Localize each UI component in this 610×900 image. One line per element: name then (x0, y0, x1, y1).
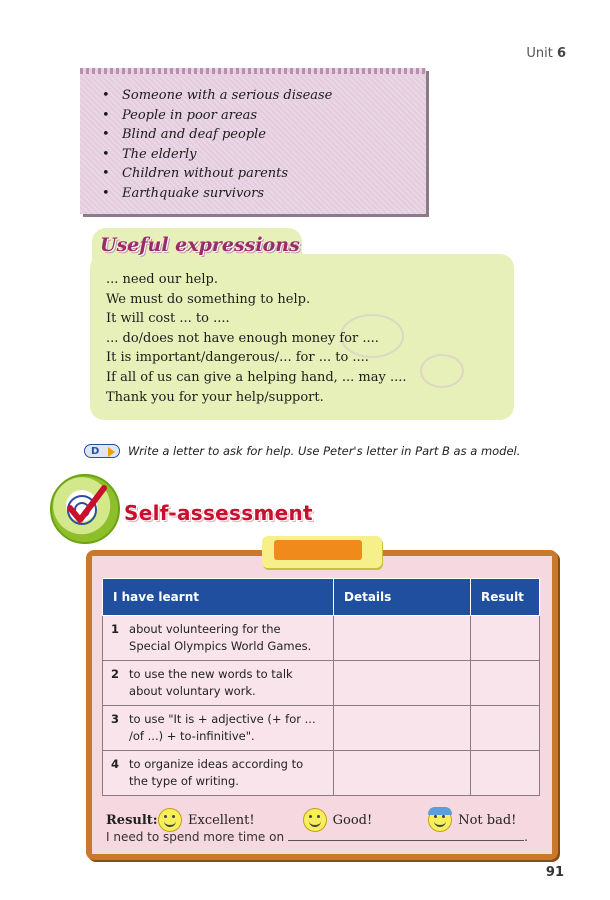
need-blank[interactable] (288, 830, 524, 841)
result-cell[interactable] (471, 661, 540, 706)
task-instruction: Write a letter to ask for help. Use Peter's letter in Part B as a model. (128, 444, 521, 458)
learnt-cell (103, 661, 334, 706)
column-header: Result (471, 579, 540, 616)
row-number: 1 (111, 622, 120, 636)
rating-good: Good! (332, 812, 373, 828)
need-end: . (524, 830, 528, 844)
useful-expressions-title: Useful expressions (100, 234, 300, 256)
expression-line: Thank you for your help/support. (106, 389, 324, 405)
unit-label (526, 46, 566, 61)
table-row (103, 661, 540, 706)
expression-line: It is important/dangerous/... for ... to .... (106, 350, 369, 366)
good-smiley-icon (303, 808, 327, 832)
checkmark-target-icon (50, 474, 120, 544)
row-text: to organize ideas according to the type of writing. (129, 757, 304, 788)
need-line (106, 830, 528, 844)
useful-expressions-lines (106, 270, 407, 407)
learnt-cell (103, 706, 334, 751)
details-cell[interactable] (334, 706, 471, 751)
column-header: I have learnt (103, 579, 334, 616)
expression-line: We must do something to help. (106, 291, 311, 307)
row-text: about volunteering for the Special Olympics World Games. (129, 622, 312, 653)
result-cell[interactable] (471, 706, 540, 751)
table-header-row (103, 579, 540, 616)
self-assessment-table (102, 578, 540, 796)
groups-card (80, 68, 426, 214)
expression-line: If all of us can give a helping hand, ... may .... (106, 369, 407, 385)
list-item: • Blind and deaf people (122, 125, 426, 145)
page-number: 91 (545, 865, 564, 880)
column-header: Details (334, 579, 471, 616)
need-text: I need to spend more time on (106, 830, 285, 844)
learnt-cell (103, 616, 334, 661)
not-bad-smiley-icon (428, 808, 452, 832)
unit-label-text: Unit (526, 46, 553, 61)
row-text: to use "It is + adjective (+ for ... /of ...) + to-infinitive". (129, 712, 316, 743)
details-cell[interactable] (334, 661, 471, 706)
list-item: • Earthquake survivors (122, 184, 426, 204)
groups-list (80, 68, 426, 204)
result-legend (106, 808, 516, 832)
rating-not-bad: Not bad! (458, 812, 517, 828)
result-cell[interactable] (471, 616, 540, 661)
list-item: • Someone with a serious disease (122, 86, 426, 106)
list-item: • Children without parents (122, 164, 426, 184)
result-label: Result: (106, 812, 158, 828)
unit-number: 6 (556, 46, 566, 61)
learnt-cell (103, 751, 334, 796)
list-item: • People in poor areas (122, 106, 426, 126)
task-d (84, 444, 520, 458)
details-cell[interactable] (334, 616, 471, 661)
row-number: 3 (111, 712, 120, 726)
row-text: to use the new words to talk about voluntary work. (129, 667, 293, 698)
expression-line: ... need our help. (106, 272, 218, 287)
details-cell[interactable] (334, 751, 471, 796)
rating-excellent: Excellent! (188, 812, 255, 828)
task-badge: D (84, 444, 120, 458)
clipboard-clip-tab (274, 540, 362, 560)
table-row (103, 706, 540, 751)
expression-line: It will cost ... to .... (106, 311, 230, 327)
excellent-smiley-icon (158, 808, 182, 832)
table-row (103, 616, 540, 661)
row-number: 4 (111, 757, 120, 771)
decorative-swirl (420, 354, 464, 388)
table-row (103, 751, 540, 796)
expression-line: ... do/does not have enough money for .... (106, 330, 379, 346)
result-cell[interactable] (471, 751, 540, 796)
list-item: • The elderly (122, 145, 426, 165)
row-number: 2 (111, 667, 120, 681)
self-assessment-title: Self-assessment (124, 501, 313, 525)
